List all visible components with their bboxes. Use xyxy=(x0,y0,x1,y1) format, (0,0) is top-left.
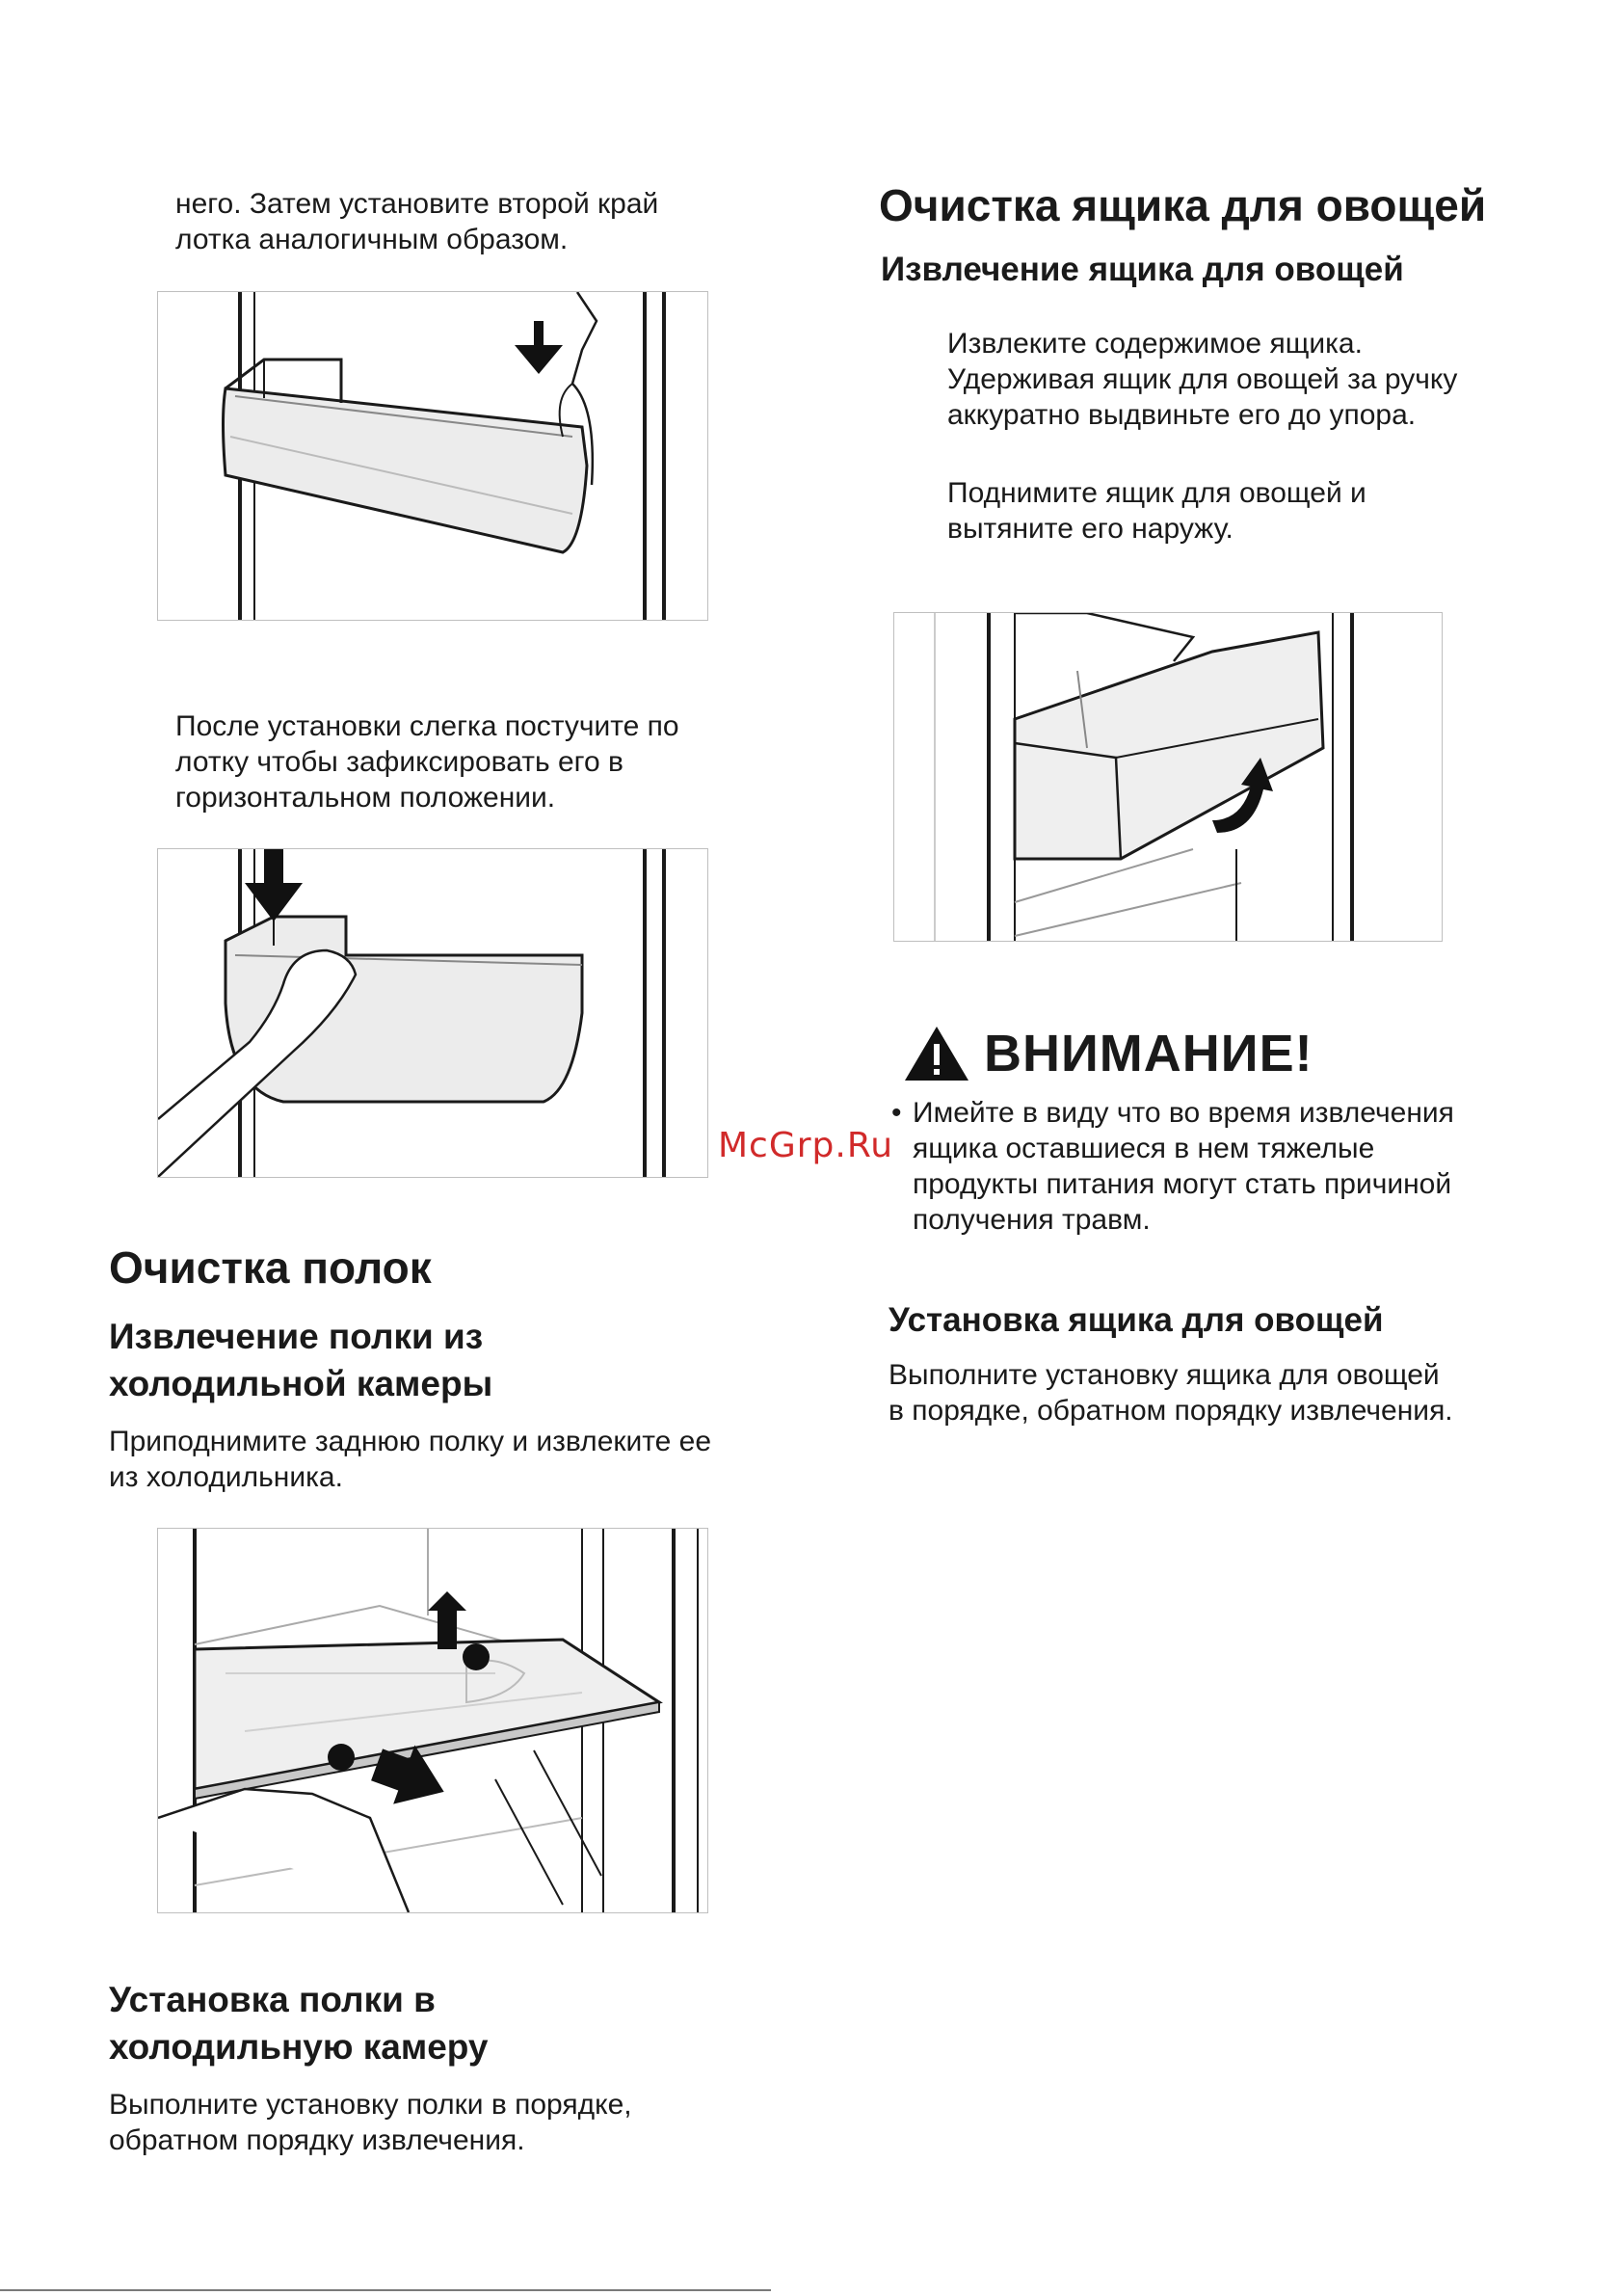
remove-shelf-line-1: Приподнимите заднюю полку и извлеките ее xyxy=(109,1426,712,1457)
crisper-install-line-2: в порядке, обратном порядку извлечения. xyxy=(889,1395,1453,1427)
warning-triangle-icon xyxy=(903,1025,970,1082)
warning-bullet: • xyxy=(891,1097,902,1129)
crisper-remove-heading: Извлечение ящика для овощей xyxy=(881,251,1404,288)
crisper-lift-line-2: вытяните его наружу. xyxy=(947,513,1233,545)
warning-line-1: Имейте в виду что во время извлечения xyxy=(913,1097,1454,1129)
remove-shelf-text xyxy=(109,1424,711,1495)
remove-shelf-line-2: из холодильника. xyxy=(109,1461,343,1493)
shelves-heading: Очистка полок xyxy=(109,1242,432,1293)
after-install-line-3: горизонтальном положении. xyxy=(175,782,556,814)
crisper-heading: Очистка ящика для овощей xyxy=(879,180,1487,230)
after-install-line-2: лотку чтобы зафиксировать его в xyxy=(175,746,623,778)
crisper-remove-line-1: Извлеките содержимое ящика. xyxy=(947,328,1363,360)
install-shelf-line-1: Выполните установку полки в порядке, xyxy=(109,2089,632,2121)
install-shelf-heading-line-1: Установка полки в xyxy=(109,1980,436,2019)
warning-line-4: получения травм. xyxy=(913,1204,1151,1236)
install-shelf-heading xyxy=(109,1976,489,2070)
intro-text xyxy=(175,186,658,257)
crisper-remove-line-3: аккуратно выдвиньте его до упора. xyxy=(947,399,1417,431)
crisper-install-line-1: Выполните установку ящика для овощей xyxy=(889,1359,1440,1391)
watermark-logo: McGrp.Ru xyxy=(718,1126,894,1165)
crisper-remove-text xyxy=(947,326,1457,433)
crisper-install-text xyxy=(889,1357,1453,1428)
remove-shelf-heading-line-1: Извлечение полки из xyxy=(109,1317,484,1356)
door-bin-insert-illustration xyxy=(157,291,708,621)
intro-line-1: него. Затем установите второй край xyxy=(175,188,659,220)
crisper-install-heading: Установка ящика для овощей xyxy=(889,1301,1384,1339)
warning-line-3: продукты питания могут стать причиной xyxy=(913,1168,1452,1200)
install-shelf-text xyxy=(109,2087,632,2158)
after-install-line-1: После установки слегка постучите по xyxy=(175,710,679,742)
remove-shelf-heading-line-2: холодильной камеры xyxy=(109,1364,493,1403)
remove-shelf-heading xyxy=(109,1313,492,1407)
warning-title-text: ВНИМАНИЕ! xyxy=(984,1025,1313,1082)
warning-title xyxy=(903,1025,1313,1082)
after-install-text xyxy=(175,708,679,815)
door-bin-tap-illustration xyxy=(157,848,708,1178)
warning-text xyxy=(891,1095,1454,1238)
install-shelf-heading-line-2: холодильную камеру xyxy=(109,2027,489,2067)
crisper-removal-illustration xyxy=(893,612,1443,942)
crisper-lift-text xyxy=(947,475,1366,547)
crisper-lift-line-1: Поднимите ящик для овощей и xyxy=(947,477,1366,509)
intro-line-2: лотка аналогичным образом. xyxy=(175,224,569,255)
warning-line-2: ящика оставшиеся в нем тяжелые xyxy=(913,1133,1375,1164)
shelf-removal-illustration xyxy=(157,1528,708,1913)
install-shelf-line-2: обратном порядку извлечения. xyxy=(109,2124,525,2156)
crisper-remove-line-2: Удерживая ящик для овощей за ручку xyxy=(947,363,1458,395)
footer-rule xyxy=(0,2289,771,2291)
